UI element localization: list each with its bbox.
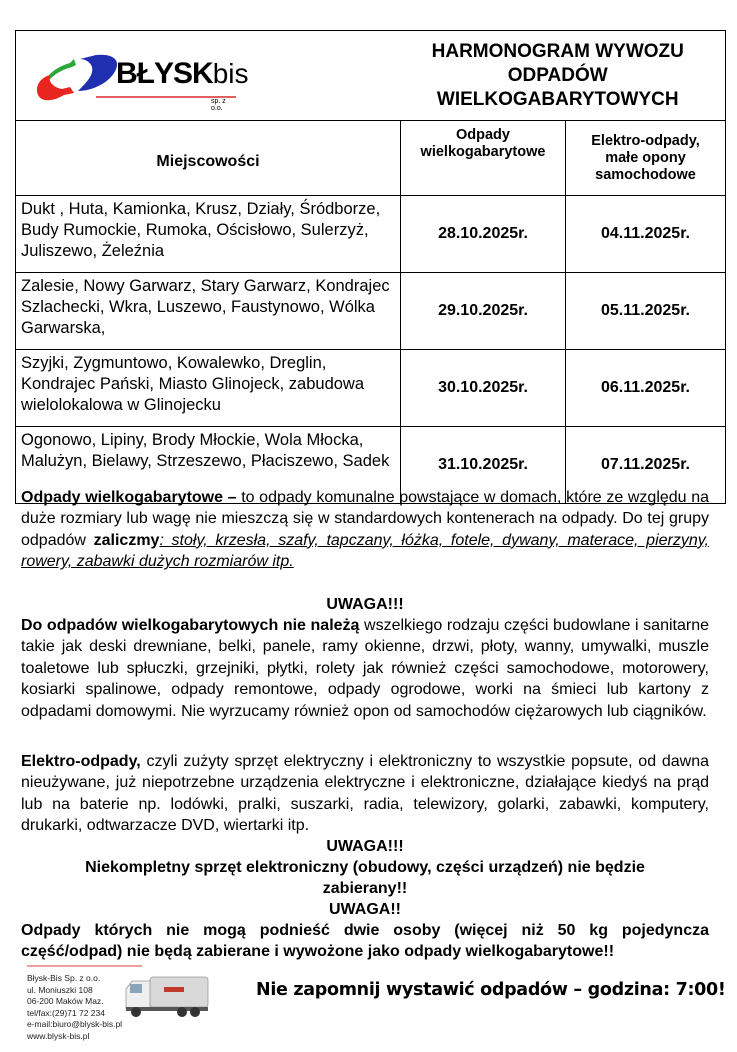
company-street: ul. Moniuszki 108	[27, 984, 93, 995]
includes-list: : stoły, krzesła, szafy, tapczany, łóżka, fotele, dywany, materace, pierzyny, rowery, zabawki dużych rozmiarów itp.	[21, 531, 710, 571]
locations-cell: Zalesie, Nowy Garwarz, Stary Garwarz, Kondrajec Szlachecki, Wkra, Luszewo, Faustynowo, Wólka Garwarska,	[16, 273, 401, 350]
table-row	[16, 350, 726, 427]
warning-heading-3-text: UWAGA!!	[329, 901, 401, 918]
incomplete-equipment-warning	[60, 857, 670, 900]
bulky-definition: to odpady komunalne powstające w domach, które ze względu na duże rozmiary lub wagę nie mieszczą się w standardowych kontenerach na odpady. Do tej grupy odpadów	[21, 489, 710, 549]
title-line-2: WIELKOGABARYTOWYCH	[436, 88, 679, 110]
excluded-items-text: wszelkiego rodzaju części budowlane i sanitarne takie jak deski drewniane, belki, panele, ramy okienne, drzwi, płoty, wanny, umywalki, muszle toaletowe lub spłuczki, grzejniki, płytki, rolety jak również części samochodowe, motorowery, kosiarki spalinowe, odpady remontowe, odpady ogrodowe, worki na śmieci lub kartony z odpadami domowymi. Nie wyrzucamy również opon od samochodów ciężarowych lub ciągników.	[21, 617, 709, 720]
bulky-date-cell: 30.10.2025r.	[401, 350, 566, 427]
excluded-items-lead: Do odpadów wielkogabarytowych nie należą	[21, 617, 360, 634]
company-name: Błysk-Bis Sp. z o.o.	[27, 973, 101, 983]
contact-divider	[27, 965, 142, 967]
brand-subtitle: sp. z o.o.	[211, 98, 226, 112]
locations-cell: Szyjki, Zygmuntowo, Kowalewko, Dreglin, Kondrajec Pański, Miasto Glinojeck, zabudowa wielolokalowa w Glinojecku	[16, 350, 401, 427]
table-row	[16, 196, 726, 273]
company-website: www.blysk-bis.pl	[27, 1030, 90, 1041]
logo-cell	[16, 31, 401, 121]
warning-heading-2-text: UWAGA!!!	[326, 838, 404, 855]
electro-header-line-3: samochodowe	[595, 166, 696, 183]
electro-date-cell: 05.11.2025r.	[566, 273, 726, 350]
column-header-bulky	[401, 121, 566, 196]
bulky-date-cell: 31.10.2025r.	[401, 427, 566, 504]
bulky-date-cell: 28.10.2025r.	[401, 196, 566, 273]
bulky-definition-paragraph	[21, 487, 709, 573]
bulky-header-line-2: wielkogabarytowe	[420, 144, 546, 160]
company-contact-block	[27, 965, 217, 1045]
column-header-row	[16, 121, 726, 196]
locations-cell: Dukt , Huta, Kamionka, Krusz, Działy, Śródborze, Budy Rumockie, Rumoka, Ościsłowo, Sulerzyż, Juliszewo, Żeleźnia	[16, 196, 401, 273]
company-phone: tel/fax:(29)71 72 234	[27, 1007, 105, 1018]
weight-limit-text: Odpady których nie mogą podnieść dwie osoby (więcej niż 50 kg pojedyncza część/odpad) nie będą zabierane i wywożone jako odpady wielkogabarytowe!!	[21, 922, 709, 961]
company-email: e-mail:biuro@blysk-bis.pl	[27, 1019, 123, 1029]
electro-date-cell: 06.11.2025r.	[566, 350, 726, 427]
contact-details	[27, 973, 122, 1042]
weight-limit-warning	[21, 920, 709, 963]
schedule-table	[15, 30, 726, 504]
collection-time-reminder: Nie zapomnij wystawić odpadów – godzina: 7:00!	[256, 980, 726, 1000]
incomplete-equipment-text: Niekompletny sprzęt elektroniczny (obudowy, części urządzeń) nie będzie zabierany!!	[85, 859, 645, 898]
electro-date-cell: 04.11.2025r.	[566, 196, 726, 273]
company-logo	[34, 51, 249, 113]
electro-header-line-1: Elektro-odpady,	[591, 132, 700, 149]
locations-cell: Ogonowo, Lipiny, Brody Młockie, Wola Młocka, Malużyn, Bielawy, Strzeszewo, Płaciszewo, Sadek	[16, 427, 401, 504]
electro-term: Elektro-odpady,	[21, 753, 141, 770]
column-header-locations: Miejscowości	[16, 121, 401, 196]
electro-definition-paragraph	[21, 751, 709, 837]
title-line-1: HARMONOGRAM WYWOZU ODPADÓW	[431, 40, 684, 86]
includes-label: zaliczmy	[93, 531, 160, 549]
warning-heading-2	[21, 836, 709, 857]
bulky-date-cell: 29.10.2025r.	[401, 273, 566, 350]
electro-header-line-2: małe opony	[605, 149, 686, 166]
company-city: 06-200 Maków Maz.	[27, 996, 104, 1006]
bulky-header-line-1: Odpady	[456, 127, 510, 143]
excluded-items-paragraph	[21, 615, 709, 722]
warning-heading-3	[21, 899, 709, 920]
bulky-term: Odpady wielkogabarytowe –	[21, 489, 237, 506]
garbage-truck-icon	[122, 973, 212, 1019]
swoosh-logo-icon	[34, 53, 124, 108]
electro-definition: czyli zużyty sprzęt elektryczny i elektroniczny to wszystkie popsute, od dawna nieużywane, już niepotrzebne urządzenia elektryczne i elektroniczne, działające kiedyś na prąd lub na baterie np. lodówki, pralki, suszarki, radia, telewizory, golarki, zabawki, komputery, drukarki, odtwarzacze DVD, wiertarki itp.	[21, 753, 709, 835]
electro-date-cell: 07.11.2025r.	[566, 427, 726, 504]
warning-heading-1-text: UWAGA!!!	[326, 596, 404, 613]
warning-heading-1	[21, 594, 709, 615]
document-title	[401, 31, 726, 121]
header-row	[16, 31, 726, 121]
brand-name: BŁYSKbis	[116, 57, 249, 90]
column-header-electro	[566, 121, 726, 196]
table-row	[16, 273, 726, 350]
